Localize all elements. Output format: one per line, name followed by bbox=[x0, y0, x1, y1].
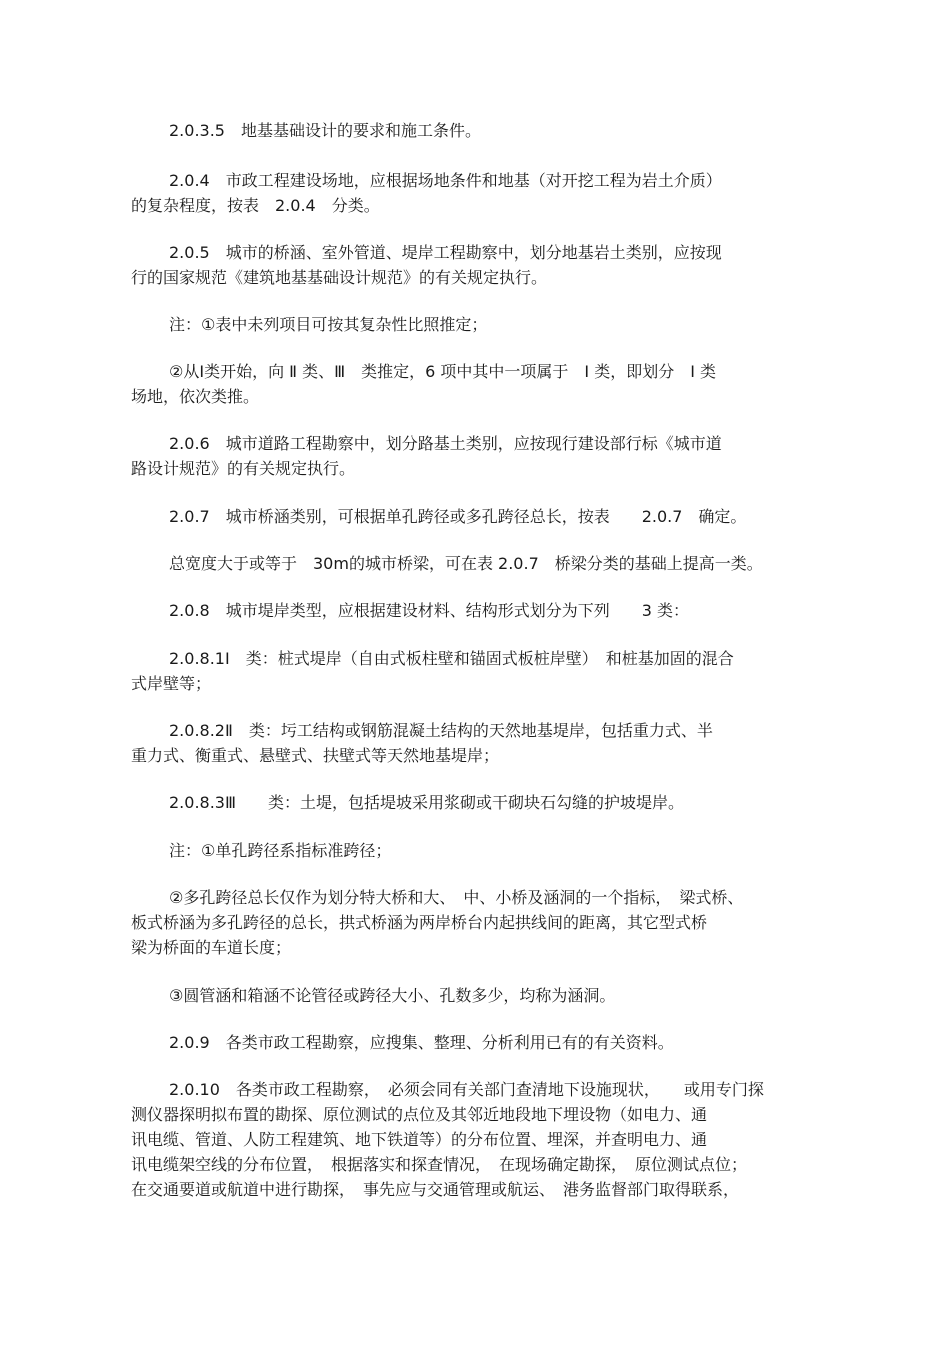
paragraph-2-0-10 bbox=[131, 1077, 831, 1202]
text-line: 重力式、衡重式、悬壁式、扶壁式等天然地基堤岸； bbox=[131, 746, 500, 765]
text-line: 2.0.7 城市桥涵类别，可根据单孔跨径或多孔跨径总长，按表 2.0.7 确定。 bbox=[169, 507, 747, 526]
text-line: 式岸壁等； bbox=[131, 674, 212, 693]
note-1 bbox=[131, 312, 831, 337]
text-line: 讯电缆架空线的分布位置， 根据落实和探查情况， 在现场确定勘探， 原位测试点位； bbox=[131, 1155, 748, 1174]
text-line: 板式桥涵为多孔跨径的总长，拱式桥涵为两岸桥台内起拱线间的距离，其它型式桥 bbox=[131, 913, 708, 932]
paragraph-bridge-width bbox=[131, 551, 831, 576]
paragraph-2-0-6 bbox=[131, 431, 831, 481]
text-line: 2.0.3.5 地基基础设计的要求和施工条件。 bbox=[169, 121, 481, 140]
paragraph-2-0-4 bbox=[131, 168, 831, 218]
paragraph-2-0-5 bbox=[131, 240, 831, 290]
text-line: 2.0.8.2Ⅱ 类：圬工结构或钢筋混凝土结构的天然地基堤岸，包括重力式、半 bbox=[169, 721, 713, 740]
paragraph-2-0-9 bbox=[131, 1030, 831, 1055]
text-line: 2.0.8.3Ⅲ 类：土堤，包括堤坡采用浆砌或干砌块石勾缝的护坡堤岸。 bbox=[169, 793, 685, 812]
text-line: ②多孔跨径总长仅作为划分特大桥和大、 中、小桥及涵洞的一个指标， 梁式桥、 bbox=[169, 888, 744, 907]
text-line: 的复杂程度，按表 2.0.4 分类。 bbox=[131, 196, 380, 215]
text-line: 讯电缆、管道、人防工程建筑、地下铁道等）的分布位置、埋深，并查明电力、通 bbox=[131, 1130, 708, 1149]
text-line: 2.0.8.1Ⅰ 类：桩式堤岸（自由式板柱壁和锚固式板桩岸壁） 和桩基加固的混合 bbox=[169, 649, 734, 668]
text-line: 2.0.5 城市的桥涵、室外管道、堤岸工程勘察中，划分地基岩土类别，应按现 bbox=[169, 243, 722, 262]
text-line: 注：①表中未列项目可按其复杂性比照推定； bbox=[169, 315, 488, 334]
text-line: 在交通要道或航道中进行勘探， 事先应与交通管理或航运、 港务监督部门取得联系， bbox=[131, 1180, 740, 1199]
paragraph-2-0-8-3 bbox=[131, 790, 831, 815]
paragraph-2-0-8 bbox=[131, 598, 831, 623]
note-span-1 bbox=[131, 838, 831, 863]
text-line: 测仪器探明拟布置的勘探、原位测试的点位及其邻近地段地下埋设物（如电力、通 bbox=[131, 1105, 708, 1124]
text-line: 路设计规范》的有关规定执行。 bbox=[131, 459, 356, 478]
paragraph-2-0-7 bbox=[131, 504, 831, 529]
text-line: 总宽度大于或等于 30m的城市桥梁，可在表 2.0.7 桥梁分类的基础上提高一类。 bbox=[169, 554, 763, 573]
note-span-2 bbox=[131, 885, 831, 960]
text-line: 2.0.10 各类市政工程勘察， 必须会同有关部门查清地下设施现状， 或用专门探 bbox=[169, 1080, 764, 1099]
text-line: ③圆管涵和箱涵不论管径或跨径大小、孔数多少，均称为涵洞。 bbox=[169, 986, 616, 1005]
text-line: 2.0.4 市政工程建设场地，应根据场地条件和地基（对开挖工程为岩土介质） bbox=[169, 171, 722, 190]
text-line: 行的国家规范《建筑地基基础设计规范》的有关规定执行。 bbox=[131, 268, 548, 287]
text-line: ②从Ⅰ类开始，向 Ⅱ 类、Ⅲ 类推定，6 项中其中一项属于 Ⅰ 类，即划分 Ⅰ 类 bbox=[169, 362, 717, 381]
note-span-3 bbox=[131, 983, 831, 1008]
text-line: 2.0.8 城市堤岸类型，应根据建设材料、结构形式划分为下列 3 类： bbox=[169, 601, 689, 620]
text-line: 场地，依次类推。 bbox=[131, 387, 260, 406]
note-2 bbox=[131, 359, 831, 409]
text-line: 2.0.9 各类市政工程勘察，应搜集、整理、分析利用已有的有关资料。 bbox=[169, 1033, 674, 1052]
paragraph-2-0-8-2 bbox=[131, 718, 831, 768]
text-line: 2.0.6 城市道路工程勘察中，划分路基土类别，应按现行建设部行标《城市道 bbox=[169, 434, 722, 453]
text-line: 注：①单孔跨径系指标准跨径； bbox=[169, 841, 392, 860]
paragraph-2-0-8-1 bbox=[131, 646, 831, 696]
paragraph-2-0-3-5 bbox=[131, 118, 831, 143]
text-line: 梁为桥面的车道长度； bbox=[131, 938, 292, 957]
